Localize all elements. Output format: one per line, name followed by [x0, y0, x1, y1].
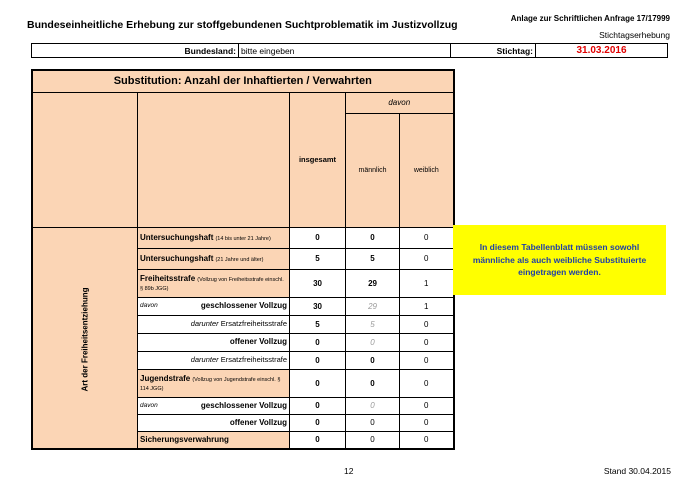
- vertical-category-label: Art der Freiheitsentziehung: [32, 227, 138, 449]
- cell-male[interactable]: 5: [346, 315, 400, 333]
- row-label: darunter Ersatzfreiheitsstrafe: [138, 351, 290, 369]
- col-header-davon: davon: [346, 92, 454, 113]
- cell-female[interactable]: 1: [400, 269, 454, 297]
- document-title: Bundeseinheitliche Erhebung zur stoffgebundenen Suchtproblematik im Justizvollzug: [27, 19, 458, 31]
- row-label: Sicherungsverwahrung: [138, 431, 290, 449]
- cell-male[interactable]: 0: [346, 351, 400, 369]
- cell-male[interactable]: 0: [346, 431, 400, 449]
- row-label: davon geschlossener Vollzug: [138, 397, 290, 414]
- stichtag-label: Stichtag:: [451, 44, 536, 57]
- col-header-total: insgesamt: [290, 92, 346, 227]
- table-row: [32, 227, 454, 248]
- cell-male[interactable]: 29: [346, 297, 400, 315]
- cell-total[interactable]: 0: [290, 333, 346, 351]
- cell-male[interactable]: 5: [346, 248, 400, 269]
- cell-total[interactable]: 0: [290, 227, 346, 248]
- cell-male[interactable]: 29: [346, 269, 400, 297]
- cell-female[interactable]: 0: [400, 227, 454, 248]
- survey-type-label: Stichtagserhebung: [599, 30, 670, 40]
- substitution-table: [31, 69, 455, 450]
- col-header-male: männlich: [346, 113, 400, 227]
- row-label: Jugendstrafe (Vollzug von Jugendstrafe einschl. § 114 JGG): [138, 369, 290, 397]
- page-number: 12: [344, 466, 354, 476]
- row-label: davon geschlossener Vollzug: [138, 297, 290, 315]
- row-label: Freiheitsstrafe (Vollzug von Freiheitsstrafe einschl. § 89b JGG): [138, 269, 290, 297]
- col-header-female: weiblich: [400, 113, 454, 227]
- cell-female[interactable]: 0: [400, 248, 454, 269]
- cell-total[interactable]: 0: [290, 351, 346, 369]
- cell-female[interactable]: 0: [400, 397, 454, 414]
- cell-female[interactable]: 0: [400, 333, 454, 351]
- cell-female[interactable]: 0: [400, 414, 454, 431]
- row-label: offener Vollzug: [138, 333, 290, 351]
- header-blank-label: [138, 92, 290, 227]
- bundesland-label: Bundesland:: [32, 44, 239, 57]
- row-label: Untersuchungshaft (14 bis unter 21 Jahre): [138, 227, 290, 248]
- reference-label: Anlage zur Schriftlichen Anfrage 17/17999: [510, 14, 670, 23]
- cell-total[interactable]: 5: [290, 315, 346, 333]
- cell-total[interactable]: 0: [290, 431, 346, 449]
- cell-female[interactable]: 1: [400, 297, 454, 315]
- row-label: Untersuchungshaft (21 Jahre und älter): [138, 248, 290, 269]
- stichtag-value[interactable]: 31.03.2016: [576, 45, 627, 56]
- cell-total[interactable]: 0: [290, 369, 346, 397]
- row-label: offener Vollzug: [138, 414, 290, 431]
- cell-total[interactable]: 0: [290, 414, 346, 431]
- info-bar: [31, 43, 668, 58]
- cell-male[interactable]: 0: [346, 227, 400, 248]
- cell-male[interactable]: 0: [346, 397, 400, 414]
- table-title: Substitution: Anzahl der Inhaftierten / Verwahrten: [32, 70, 454, 92]
- header-blank-left: [32, 92, 138, 227]
- cell-male[interactable]: 0: [346, 414, 400, 431]
- cell-total[interactable]: 30: [290, 297, 346, 315]
- cell-total[interactable]: 30: [290, 269, 346, 297]
- cell-total[interactable]: 5: [290, 248, 346, 269]
- bundesland-input[interactable]: bitte eingeben: [239, 44, 451, 57]
- cell-female[interactable]: 0: [400, 431, 454, 449]
- instruction-note: In diesem Tabellenblatt müssen sowohl männliche als auch weibliche Substituierte eingetragen werden.: [453, 225, 666, 295]
- version-date: Stand 30.04.2015: [603, 466, 671, 476]
- cell-male[interactable]: 0: [346, 333, 400, 351]
- row-label: darunter Ersatzfreiheitsstrafe: [138, 315, 290, 333]
- cell-total[interactable]: 0: [290, 397, 346, 414]
- cell-female[interactable]: 0: [400, 315, 454, 333]
- cell-female[interactable]: 0: [400, 351, 454, 369]
- cell-male[interactable]: 0: [346, 369, 400, 397]
- cell-female[interactable]: 0: [400, 369, 454, 397]
